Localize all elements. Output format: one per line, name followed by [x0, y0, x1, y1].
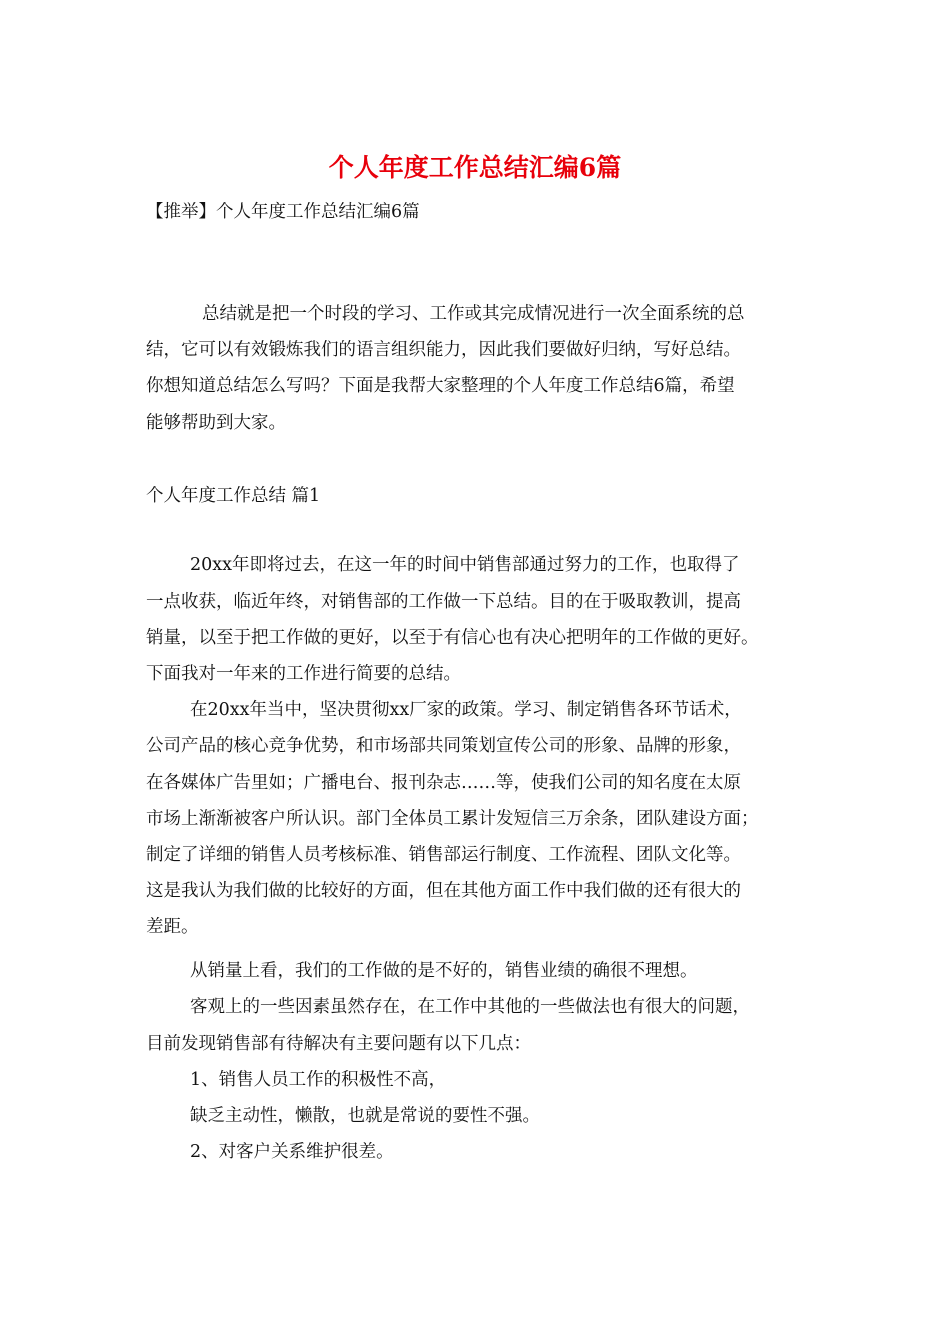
- body-line: 公司产品的核心竞争优势，和市场部共同策划宣传公司的形象、品牌的形象，: [146, 736, 741, 756]
- body-line: 在20xx年当中，坚决贯彻xx厂家的政策。学习、制定销售各环节话术，: [190, 700, 742, 720]
- body-line: 这是我认为我们做的比较好的方面，但在其他方面工作中我们做的还有很大的: [146, 881, 741, 901]
- body-paragraph-3: 从销量上看，我们的工作做的是不好的，销售业绩的确很不理想。: [190, 961, 698, 981]
- body-line: 市场上渐渐被客户所认识。部门全体员工累计发短信三万余条，团队建设方面；: [146, 809, 759, 829]
- body-line: 20xx年即将过去，在这一年的时间中销售部通过努力的工作，也取得了: [190, 555, 740, 575]
- body-line: 差距。: [146, 917, 199, 937]
- body-line: 一点收获，临近年终，对销售部的工作做一下总结。目的在于吸取教训，提高: [146, 592, 741, 612]
- intro-line: 结，它可以有效锻炼我们的语言组织能力，因此我们要做好归纳，写好总结。: [146, 340, 741, 360]
- body-line: 目前发现销售部有待解决有主要问题有以下几点：: [146, 1034, 531, 1054]
- body-line: 客观上的一些因素虽然存在，在工作中其他的一些做法也有很大的问题，: [190, 997, 750, 1017]
- intro-line: 你想知道总结怎么写吗？下面是我帮大家整理的个人年度工作总结6篇，希望: [146, 376, 735, 396]
- body-line: 下面我对一年来的工作进行简要的总结。: [146, 664, 461, 684]
- intro-line: 总结就是把一个时段的学习、工作或其完成情况进行一次全面系统的总: [202, 304, 745, 324]
- list-item-1-detail: 缺乏主动性，懒散，也就是常说的要性不强。: [190, 1106, 540, 1126]
- list-item-1: 1、销售人员工作的积极性不高，: [190, 1070, 447, 1090]
- section-heading: 个人年度工作总结 篇1: [146, 486, 321, 506]
- body-line: 在各媒体广告里如；广播电台、报刊杂志……等，使我们公司的知名度在太原: [146, 773, 741, 793]
- body-line: 制定了详细的销售人员考核标准、销售部运行制度、工作流程、团队文化等。: [146, 845, 741, 865]
- list-item-2: 2、对客户关系维护很差。: [190, 1142, 394, 1162]
- intro-line: 能够帮助到大家。: [146, 413, 286, 433]
- body-line: 销量，以至于把工作做的更好，以至于有信心也有决心把明年的工作做的更好。: [146, 628, 759, 648]
- document-title: 个人年度工作总结汇编6篇: [328, 153, 622, 182]
- document-subtitle: 【推举】个人年度工作总结汇编6篇: [146, 202, 420, 222]
